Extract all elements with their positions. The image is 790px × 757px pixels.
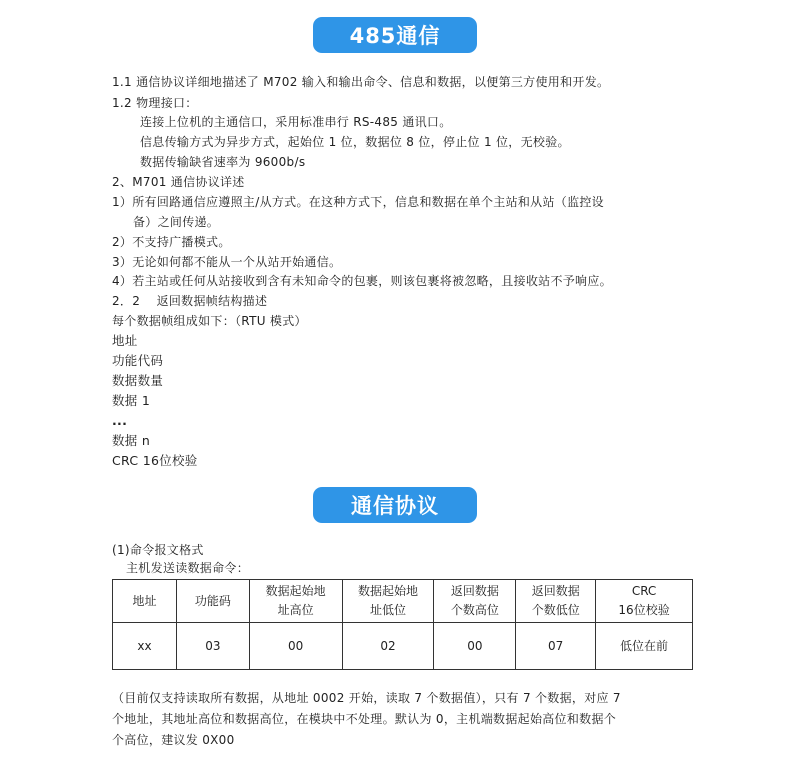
- table-header-row: [113, 580, 693, 623]
- cell-count-low: 07: [516, 623, 596, 670]
- frame-item-ellipsis: ...: [112, 413, 128, 428]
- text-line-2-1b: 备）之间传递。: [133, 215, 220, 229]
- frame-item-crc: CRC 16位校验: [112, 453, 198, 468]
- cell-function-code: 03: [176, 623, 249, 670]
- text-line-2-2-heading: 2．2 返回数据帧结构描述: [112, 294, 268, 308]
- frame-item-function: 功能代码: [112, 353, 164, 368]
- frame-item-count: 数据数量: [112, 373, 164, 388]
- frame-item-datan: 数据 n: [112, 433, 151, 448]
- header-count-high: 返回数据 个数高位: [434, 580, 516, 623]
- header-function-code: 功能码: [176, 580, 249, 623]
- header-start-addr-low: 数据起始地 址低位: [342, 580, 434, 623]
- text-line-2-3: 3）无论如何都不能从一个从站开始通信。: [112, 255, 342, 269]
- frame-item-address: 地址: [112, 333, 138, 348]
- text-line-2-4: 4）若主站或任何从站接收到含有未知命令的包裹，则该包裹将被忽略，且接收站不予响应。: [112, 274, 612, 288]
- text-line-rs485: 连接上位机的主通信口，采用标准串行 RS-485 通讯口。: [140, 115, 452, 129]
- text-line-frame: 每个数据帧组成如下：（RTU 模式）: [112, 314, 307, 328]
- frame-item-data1: 数据 1: [112, 393, 151, 408]
- text-line-transfer-mode: 信息传输方式为异步方式，起始位 1 位，数据位 8 位，停止位 1 位，无校验。: [140, 135, 570, 149]
- cell-count-high: 00: [434, 623, 516, 670]
- section-title-485: 485通信: [313, 17, 477, 53]
- text-line-2: 2、M701 通信协议详述: [112, 175, 245, 189]
- note-line-1: （目前仅支持读取所有数据，从地址 0002 开始，读取 7 个数据值），只有 7 个数据，对应 7: [112, 691, 621, 705]
- note-line-3: 个高位，建议发 0X00: [112, 733, 235, 747]
- text-line-2-1a: 1）所有回路通信应遵照主/从方式。在这种方式下，信息和数据在单个主站和从站（监控设: [112, 195, 604, 209]
- table-row: [113, 623, 693, 670]
- header-count-low: 返回数据 个数低位: [516, 580, 596, 623]
- note-line-2: 个地址，其地址高位和数据高位，在模块中不处理。默认为 0，主机端数据起始高位和数据个: [112, 712, 617, 726]
- text-line-1-2: 1.2 物理接口：: [112, 96, 198, 110]
- cell-address: xx: [113, 623, 177, 670]
- text-line-baud: 数据传输缺省速率为 9600b/s: [140, 155, 306, 169]
- text-line-2-2: 2）不支持广播模式。: [112, 235, 231, 249]
- read-command-caption: 主机发送读数据命令：: [126, 561, 250, 575]
- header-address: 地址: [113, 580, 177, 623]
- section-title-protocol: 通信协议: [313, 487, 477, 523]
- cell-crc: 低位在前: [596, 623, 693, 670]
- header-start-addr-high: 数据起始地 址高位: [249, 580, 342, 623]
- command-format-heading: (1)命令报文格式: [112, 543, 204, 557]
- cell-start-addr-low: 02: [342, 623, 434, 670]
- command-table: [112, 579, 693, 670]
- text-line-1-1: 1.1 通信协议详细地描述了 M702 输入和输出命令、信息和数据，以便第三方使用和开发。: [112, 75, 610, 89]
- header-crc: CRC 16位校验: [596, 580, 693, 623]
- cell-start-addr-high: 00: [249, 623, 342, 670]
